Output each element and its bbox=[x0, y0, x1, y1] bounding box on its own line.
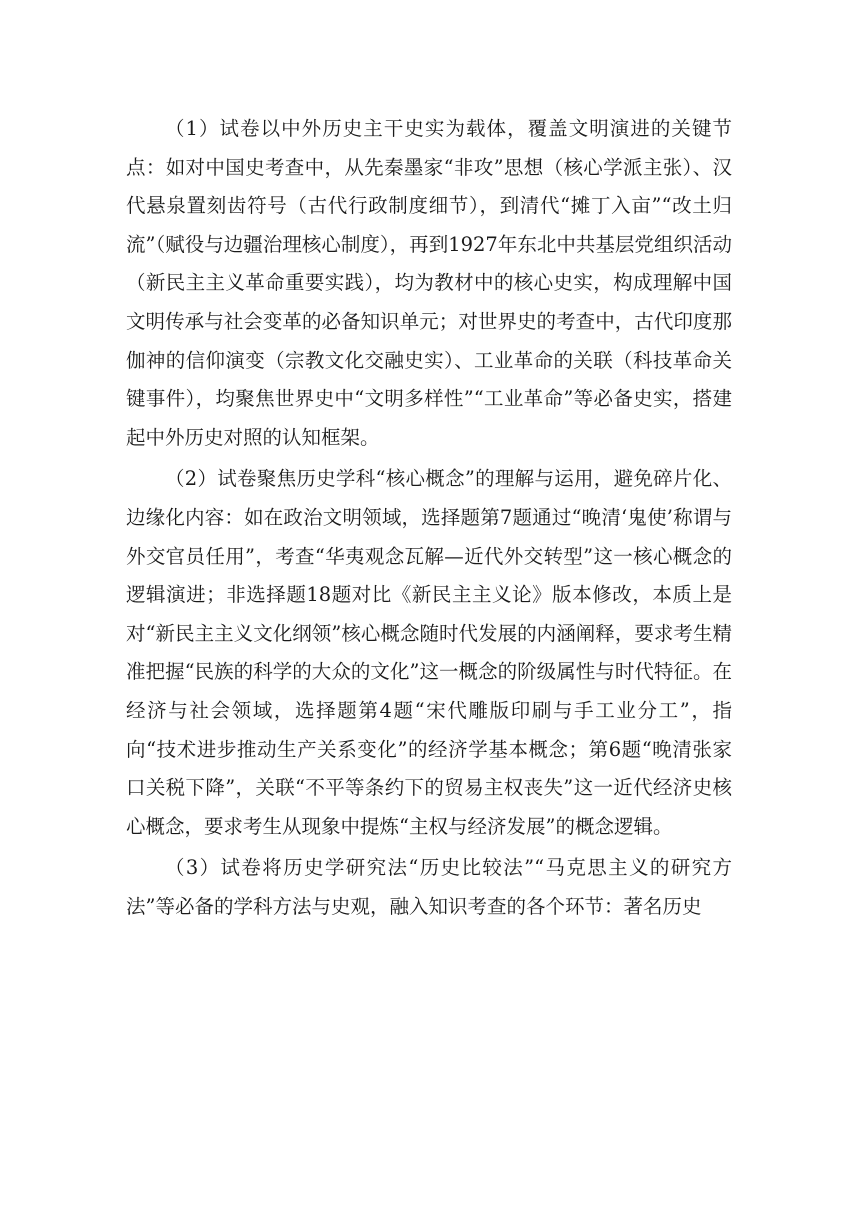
paragraph-3: （3）试卷将历史学研究法“历史比较法”“马克思主义的研究方法”等必备的学科方法与史观，融入知识考查的各个环节：著名历史 bbox=[126, 856, 732, 918]
document-body bbox=[126, 110, 732, 929]
paragraph-2: （2）试卷聚焦历史学科“核心概念”的理解与运用，避免碎片化、边缘化内容：如在政治文明领域，选择题第7题通过“晚清‘鬼使’称谓与外交官员任用”，考查“华夷观念瓦解—近代外交转型”这一核心概念的逻辑演进；非选择题18题对比《新民主主义论》版本修改，本质上是对“新民主主义文化纲领”核心概念随时代发展的内涵阐释，要求考生精准把握“民族的科学的大众的文化”这一概念的阶级属性与时代特征。在经济与社会领域，选择题第4题“宋代雕版印刷与手工业分工”，指向“技术进步推动生产关系变化”的经济学基本概念；第6题“晚清张家口关税下降”，关联“不平等条约下的贸易主权丧失”这一近代经济史核心概念，要求考生从现象中提炼“主权与经济发展”的概念逻辑。 bbox=[126, 467, 732, 838]
paragraph-1: （1）试卷以中外历史主干史实为载体，覆盖文明演进的关键节点：如对中国史考查中，从先秦墨家“非攻”思想（核心学派主张）、汉代悬泉置刻齿符号（古代行政制度细节），到清代“摊丁入亩”“改土归流”（赋役与边疆治理核心制度），再到1927年东北中共基层党组织活动（新民主主义革命重要实践），均为教材中的核心史实，构成理解中国文明传承与社会变革的必备知识单元；对世界史的考查中，古代印度那伽神的信仰演变（宗教文化交融史实）、工业革命的关联（科技革命关键事件），均聚焦世界史中“文明多样性”“工业革命”等必备史实，搭建起中外历史对照的认知框架。 bbox=[126, 117, 732, 449]
